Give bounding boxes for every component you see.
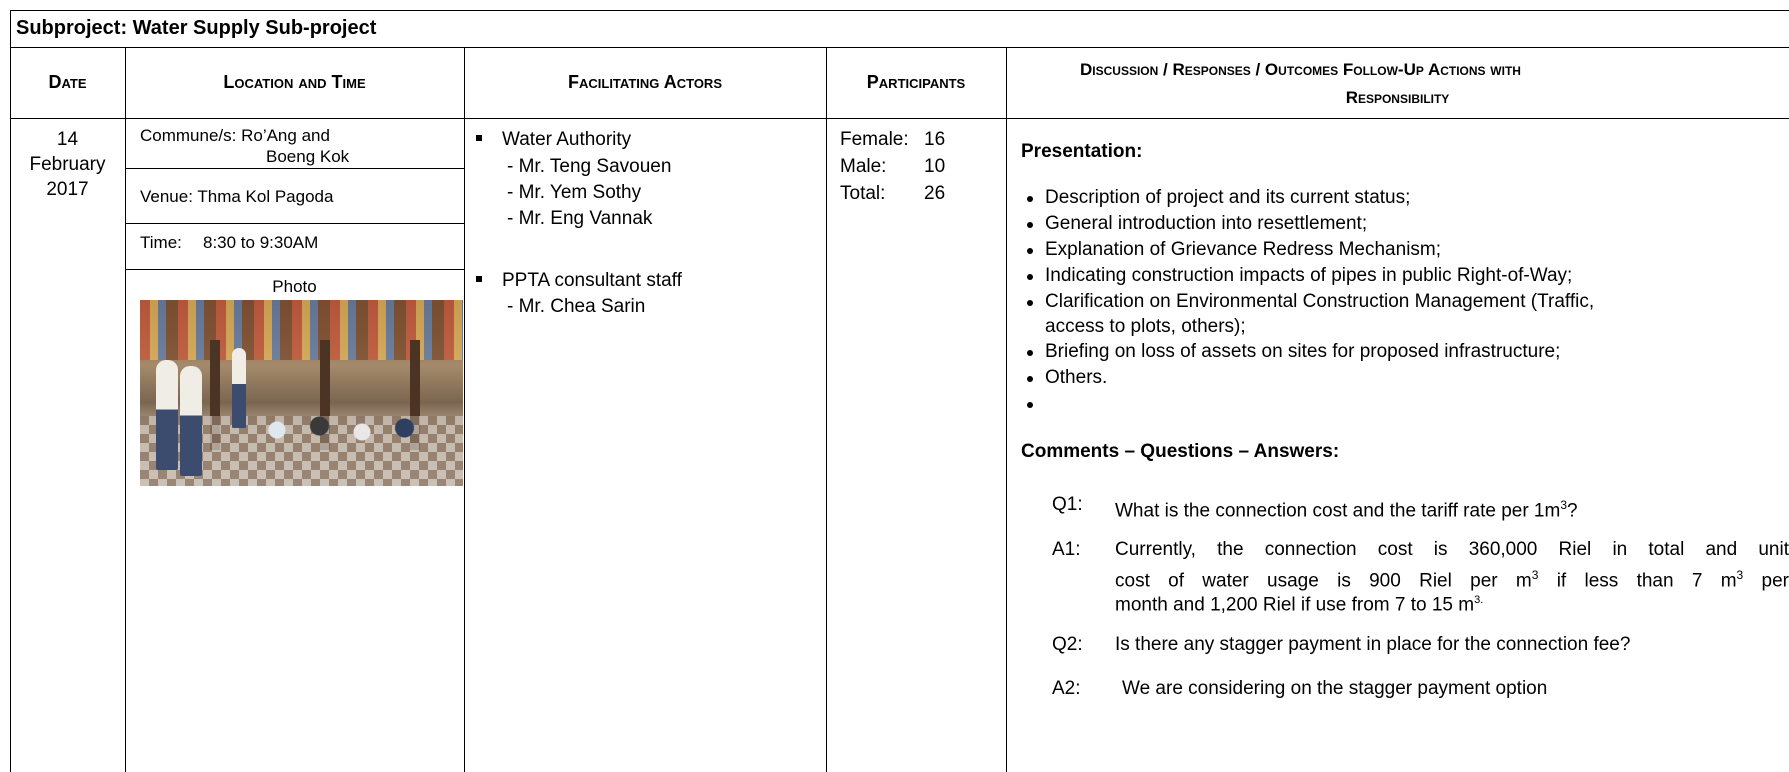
location-row-divider xyxy=(125,168,464,169)
facilitator-member: - Mr. Teng Savouen xyxy=(507,156,672,177)
date-day: 14 xyxy=(56,129,79,150)
commune-line1: Commune/s: Ro’Ang and xyxy=(140,126,330,145)
presentation-item-continued: access to plots, others); xyxy=(1045,316,1246,337)
header-row-divider xyxy=(10,118,1789,119)
presentation-item: General introduction into resettlement; xyxy=(1045,213,1368,234)
header-discussion-line1: Discussion / Responses / Outcomes Follow-Up Actions with xyxy=(1080,60,1521,79)
facilitator-group1: Water Authority xyxy=(502,129,632,150)
table-left-border xyxy=(10,10,11,772)
a1-superscript: 3 xyxy=(1531,568,1539,582)
female-count: 16 xyxy=(924,129,946,150)
header-participants: Participants xyxy=(866,72,966,92)
presentation-item: Description of project and its current status; xyxy=(1045,187,1411,208)
header-date: Date xyxy=(48,72,87,92)
q2-text: Is there any stagger payment in place for the connection fee? xyxy=(1115,634,1631,655)
title-row-divider xyxy=(10,47,1789,48)
col-divider-date xyxy=(125,47,126,772)
photo-label: Photo xyxy=(272,277,317,296)
total-count: 26 xyxy=(924,183,946,204)
date-month: February xyxy=(29,154,106,175)
bullet-square-icon xyxy=(476,135,482,141)
col-divider-participants xyxy=(1006,47,1007,772)
bullet-dot-icon xyxy=(1027,248,1033,254)
date-year: 2017 xyxy=(46,179,89,200)
q1-text xyxy=(1115,493,1578,523)
meeting-photo xyxy=(140,300,463,486)
a1-line2-b: if less than 7 m xyxy=(1538,570,1737,592)
presentation-item: Others. xyxy=(1045,367,1108,388)
location-row-divider xyxy=(125,269,464,270)
header-facilitating: Facilitating Actors xyxy=(568,72,722,92)
q1-text-end: ? xyxy=(1567,500,1578,522)
a1-label: A1: xyxy=(1052,539,1081,560)
bullet-dot-icon xyxy=(1027,350,1033,356)
a2-text: We are considering on the stagger payment option xyxy=(1122,678,1548,699)
total-label: Total: xyxy=(840,183,886,204)
facilitator-group2: PPTA consultant staff xyxy=(502,270,682,291)
presentation-item: Briefing on loss of assets on sites for proposed infrastructure; xyxy=(1045,341,1561,362)
male-count: 10 xyxy=(924,156,946,177)
header-location: Location and Time xyxy=(223,72,366,92)
bullet-dot-icon xyxy=(1027,274,1033,280)
facilitator-member: - Mr. Yem Sothy xyxy=(507,182,642,203)
facilitator-member: - Mr. Chea Sarin xyxy=(507,296,646,317)
time-value: 8:30 to 9:30AM xyxy=(203,233,319,252)
q1-label: Q1: xyxy=(1052,494,1083,515)
a1-line1: Currently, the connection cost is 360,000 Riel in total and unit xyxy=(1115,539,1789,560)
bullet-dot-icon xyxy=(1027,196,1033,202)
q2-label: Q2: xyxy=(1052,634,1083,655)
male-label: Male: xyxy=(840,156,887,177)
a2-label: A2: xyxy=(1052,678,1081,699)
presentation-item: Indicating construction impacts of pipes in public Right-of-Way; xyxy=(1045,265,1573,286)
bullet-square-icon xyxy=(476,276,482,282)
table-top-border xyxy=(10,10,1789,11)
time-label: Time: xyxy=(140,233,182,252)
q1-superscript: 3 xyxy=(1560,498,1568,512)
subproject-title: Subproject: Water Supply Sub-project xyxy=(16,17,377,39)
col-divider-location xyxy=(464,47,465,772)
a1-line3 xyxy=(1115,588,1483,617)
bullet-dot-icon xyxy=(1027,222,1033,228)
bullet-dot-icon xyxy=(1027,376,1033,382)
presentation-item: Explanation of Grievance Redress Mechanism; xyxy=(1045,239,1442,260)
presentation-heading: Presentation: xyxy=(1021,141,1143,162)
qa-heading: Comments – Questions – Answers: xyxy=(1021,441,1340,462)
bullet-dot-icon xyxy=(1027,300,1033,306)
a1-line2-a: cost of water usage is 900 Riel per m xyxy=(1115,570,1532,592)
header-discussion-line2: Responsibility xyxy=(1345,88,1450,107)
q1-text-main: What is the connection cost and the tariff rate per 1m xyxy=(1115,500,1561,522)
a1-superscript: 3. xyxy=(1474,594,1484,606)
a1-line3-a: month and 1,200 Riel if use from 7 to 15 m xyxy=(1115,594,1475,616)
bullet-dot-icon xyxy=(1027,402,1033,408)
col-divider-facilitating xyxy=(826,47,827,772)
facilitator-member: - Mr. Eng Vannak xyxy=(507,208,653,229)
commune-line2: Boeng Kok xyxy=(266,147,350,166)
a1-line2-c: per xyxy=(1743,570,1789,592)
location-row-divider xyxy=(125,223,464,224)
presentation-item: Clarification on Environmental Construction Management (Traffic, xyxy=(1045,291,1595,312)
female-label: Female: xyxy=(840,129,909,150)
a1-superscript: 3 xyxy=(1736,568,1744,582)
venue: Venue: Thma Kol Pagoda xyxy=(140,187,334,206)
